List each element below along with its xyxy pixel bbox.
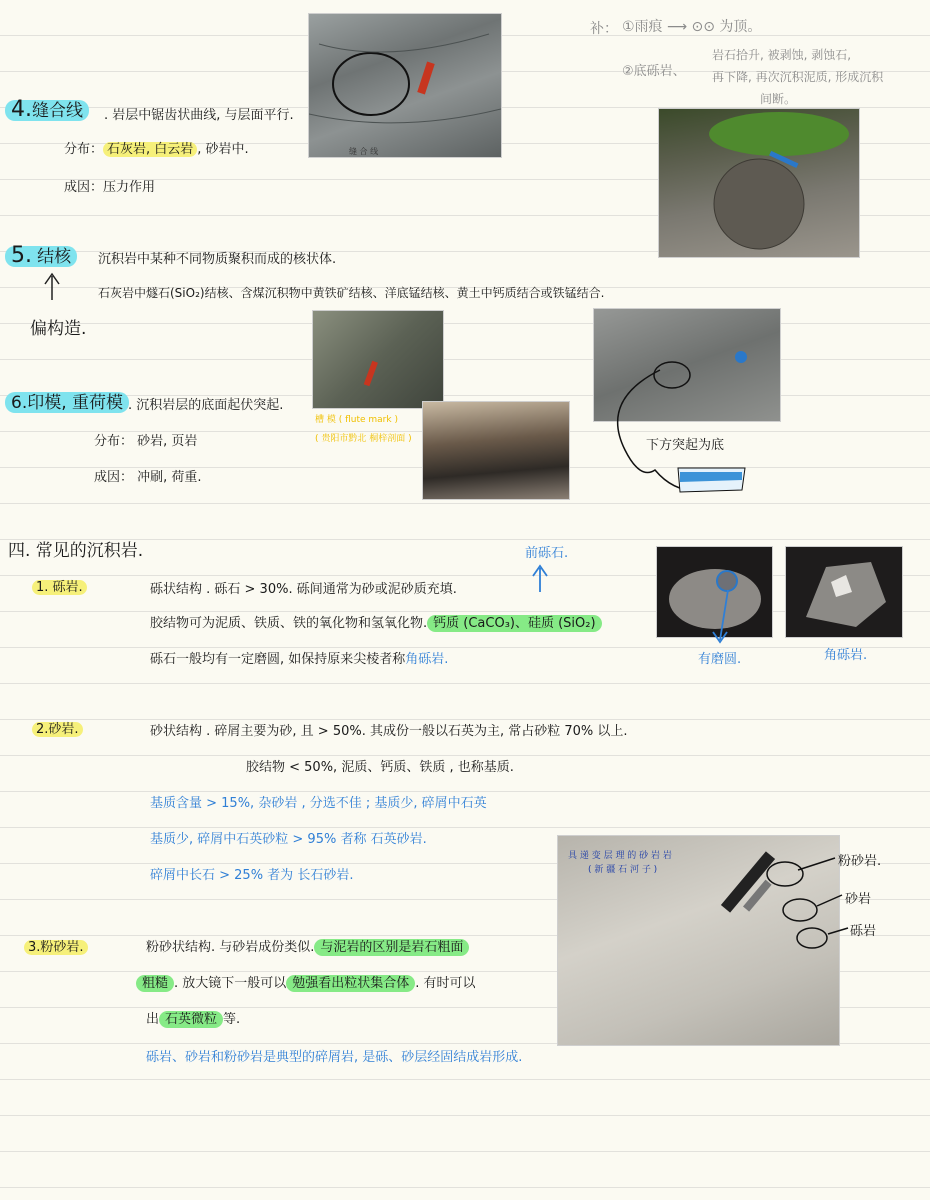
photo-graded-bedding [557, 835, 840, 1046]
clastic-summary: 砾岩、砂岩和粉砂岩是典型的碎屑岩, 是砾、砂层经固结成岩形成. [146, 1050, 523, 1065]
granular-highlight: 勉强看出粒状集合体 [286, 975, 415, 992]
supplement-line-b: 岩石拾升, 被剥蚀, 剥蚀石, [712, 48, 852, 62]
siltstone-line-3 [146, 1008, 240, 1027]
section-6-heading [5, 388, 129, 413]
siltstone-label-text: 3.粉砂岩. [24, 940, 88, 955]
arkose-term: 长石砂岩. [297, 868, 354, 883]
section-6-title: 印模, 重荷模 [27, 393, 124, 413]
flute-mark-caption-box [315, 412, 412, 444]
note-gravel: 前砾石. [525, 546, 569, 561]
section-4-cause: 成因：压力作用 [64, 180, 156, 195]
note-breccia: 角砾岩. [824, 648, 868, 663]
section-4-desc: . 岩层中锯齿状曲线, 与层面平行. [104, 108, 294, 123]
photo-breccia [785, 546, 903, 638]
sandstone-label-text: 2.砂岩. [32, 722, 83, 737]
section-4-distribution [64, 138, 249, 157]
section-5-heading [5, 242, 77, 268]
supplement-label: 补： [590, 21, 618, 37]
siltstone-line-2 [136, 972, 476, 991]
sometimes-text: . 有时可以 [415, 976, 476, 991]
flute-mark-caption: 槽 模 ( flute mark ) [315, 415, 398, 425]
sandstone-line-1: 砂状结构 . 碎屑主要为砂, 且 > 50%. 其成份一般以石英为主, 常占砂粒 70% 以上. [150, 724, 628, 739]
sole-mark-annotation: 下方突起为底 [646, 438, 725, 453]
distribution-rest: , 砂岩中. [197, 142, 249, 157]
quartz-grain-highlight: 石英微粒 [159, 1011, 223, 1028]
sandstone-line-3: 基质含量 > 15%, 杂砂岩 , 分选不佳 ; 基质少, 碎屑中石英 [150, 796, 487, 811]
section-4-heading [5, 96, 89, 122]
conglomerate-label [32, 576, 87, 595]
silt-vs-mud-highlight: 与泥岩的区别是岩石粗面 [314, 939, 469, 956]
siltstone-line-1 [146, 936, 469, 955]
sandstone-line-5 [150, 864, 353, 883]
quartz-sandstone-term: 石英砂岩. [370, 832, 427, 847]
ann-sandstone: 砂岩 [845, 892, 872, 907]
graded-location: ( 新 疆 石 河 子 ) [588, 865, 658, 875]
photo-load-cast [422, 401, 570, 500]
sandstone-line-4 [150, 828, 427, 847]
rough-highlight: 粗糙 [136, 975, 174, 992]
graded-caption: 具 递 变 层 理 的 砂 岩 岩 [568, 851, 672, 861]
conglomerate-line-3 [150, 648, 448, 667]
section-5-title: 结核 [37, 247, 72, 267]
section-4-title: 缝合线 [32, 101, 83, 121]
note-rounded: 有磨圆. [698, 652, 742, 667]
siltstone-label [24, 936, 88, 955]
sandstone-label [32, 718, 83, 737]
section-5-desc: 沉积岩中某种不同物质聚积而成的核状体. [98, 252, 337, 267]
photo-concretion [658, 108, 860, 258]
cement-types: 胶结物可为泥质、铁质、铁的氧化物和氢氧化物. [150, 616, 428, 631]
flute-mark-location: ( 贵阳市黔北 桐梓剖面 ) [315, 434, 412, 444]
conglomerate-label-text: 1. 砾岩. [32, 580, 87, 595]
out-text: 出 [146, 1012, 160, 1027]
conglomerate-line-1: 砾状结构 . 砾石 > 30%. 砾间通常为砂或泥砂质充填. [150, 582, 457, 597]
photo-conglomerate [656, 546, 773, 638]
breccia-term: 角砾岩. [405, 652, 449, 667]
rounding-text: 砾石一般均有一定磨圆, 如保持原来尖棱者称 [150, 652, 406, 667]
ann-siltstone: 粉砂岩. [838, 854, 882, 869]
supplement-rain-marks: ①雨痕 ⟶ ⊙⊙ 为顶。 [622, 19, 762, 35]
section-6-desc: . 沉积岩层的底面起伏突起. [128, 398, 284, 413]
section-5-number: 5. [11, 243, 32, 268]
magnifier-text: . 放大镜下一般可以 [174, 976, 287, 991]
section-6-distribution: 分布： 砂岩, 页岩 [94, 434, 198, 449]
sandstone-line-2: 胶结物 < 50%, 泥质、钙质、铁质 , 也称基质. [246, 760, 514, 775]
photo-flute-mark [312, 310, 444, 409]
supplement-line-c: 再下降, 再次沉积泥质, 形成沉积 [712, 70, 884, 84]
section-4-number: 4. [11, 97, 32, 122]
distribution-value: 石灰岩, 白云岩 [103, 142, 197, 157]
supplement-line-d: 间断。 [760, 92, 797, 106]
section-6-number: 6. [11, 393, 28, 413]
section-5-side-note: 偏构造. [30, 319, 87, 339]
section-5-examples: 石灰岩中燧石(SiO₂)结核、含煤沉积物中黄铁矿结核、洋底锰结核、黄土中钙质结合或铁锰结合. [98, 286, 605, 300]
section-6-cause: 成因： 冲刷, 荷重. [94, 470, 202, 485]
quartz-sandstone-text: 基质少, 碎屑中石英砂粒 > 95% 者称 [150, 832, 367, 847]
section-iv-heading: 四. 常见的沉积岩. [8, 541, 144, 561]
arkose-text: 碎屑中长石 > 25% 者为 [150, 868, 294, 883]
silty-texture-text: 粉砂状结构. 与砂岩成份类似. [146, 940, 315, 955]
supplement-basal-conglomerate: ②底砾岩、 [622, 64, 686, 79]
photo-stylolite: 缝 合 线 [308, 13, 502, 158]
cement-highlight: 钙质 (CaCO₃)、硅质 (SiO₂) [427, 615, 601, 632]
etc-text: 等. [223, 1012, 241, 1027]
distribution-label: 分布： [64, 142, 104, 157]
conglomerate-line-2 [150, 612, 602, 631]
photo-sole-mark [593, 308, 781, 422]
ann-conglomerate: 砾岩 [850, 924, 877, 939]
